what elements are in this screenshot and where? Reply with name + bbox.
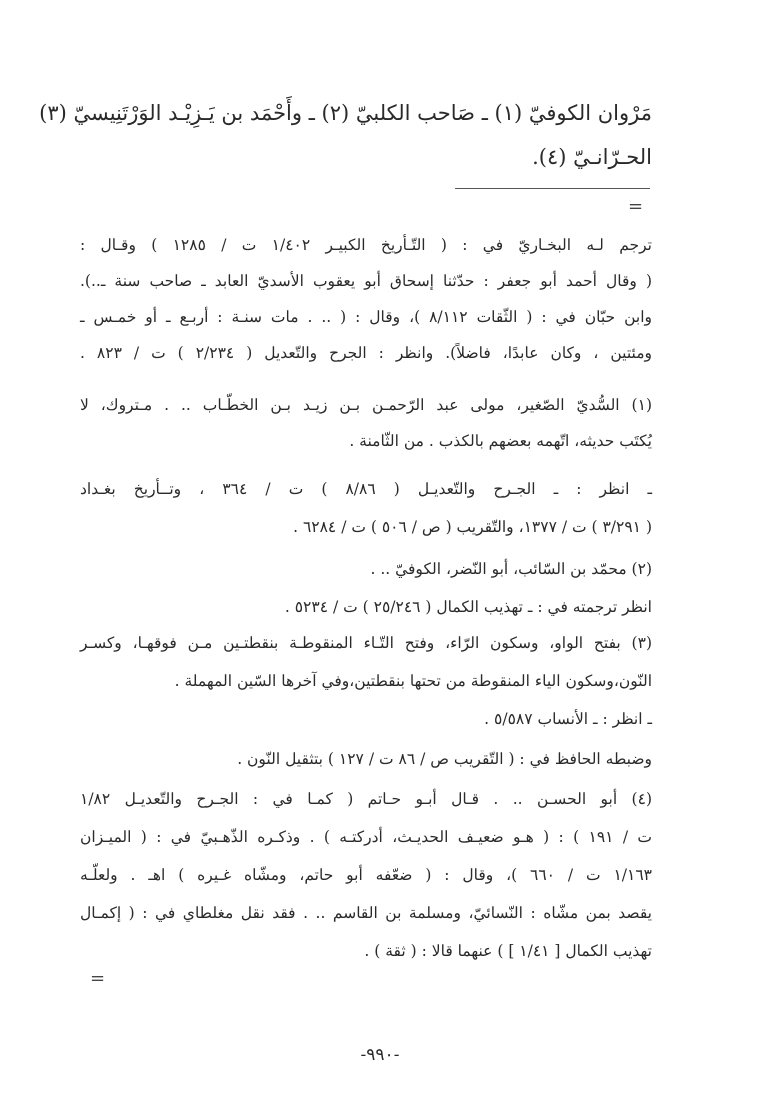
footnote-1-line-3: ـ انظر : ـ الجـرح والتّعديـل ( ٨/٨٦ ) ت / ٣٦٤ ، وتــأريخ بغـداد [80,480,652,498]
footnote-4-line-2: ت / ١٩١ ) : ( هـو ضعيـف الحديـث، أدركتـه ) . وذكـره الذّهـبيّ في : ( الميـزان [80,828,652,846]
footnote-3-line-2: النّون،وسكون الياء المنقوطة من تحتها بنقطتين،وفي آخرها السّين المهملة . [174,672,652,690]
note-0-line-1: ترجم لـه البخـاريّ في : ( التّـأريخ الكبيـر ١/٤٠٢ ت / ١٢٨٥ ) وقـال : [80,236,652,254]
footnote-3-line-3: ـ انظر : ـ الأنساب ٥/٥٨٧ . [484,710,652,728]
footnote-4-line-5: تهذيب الكمال [ ١/٤١ ] ) عنهما قالا : ( ثقة ) . [364,942,652,960]
footnote-3-line-1: (٣) بفتح الواو، وسكون الرّاء، وفتح التّـاء المنقوطـة بنقطتـين مـن فوقهـا، وكسـر [80,634,652,652]
footnote-1-line-2: يُكتَب حديثه، اتّهمه بعضهم بالكذب . من الثّامنة . [349,432,652,450]
page-number: -٩٩٠- [360,1045,400,1065]
note-0-line-2: ( وقال أحمد أبو جعفر : حدّثنا إسحاق أبو يعقوب الأسديّ العابد ـ صاحب سنة ـ..). [80,272,652,290]
continuation-mark: = [628,196,644,217]
note-0-line-3: وابن حبّان في : ( الثّقات ٨/١١٢ )، وقال : ( .. . مات سنـة : أربـع ـ أو خمـس ـ [80,308,652,326]
footnote-1-line-4: ( ٣/٢٩١ ) ت / ١٣٧٧، والتّقريب ( ص / ٥٠٦ ) ت / ٦٢٨٤ . [293,518,652,536]
footnote-4-line-1: (٤) أبو الحسـن .. . قـال أبـو حـاتم ( كمـا في : الجـرح والتّعديـل ١/٨٢ [80,790,652,808]
footnote-2-line-2: انظر ترجمته في : ـ تهذيب الكمال ( ٢٥/٢٤٦ ) ت / ٥٢٣٤ . [284,598,652,616]
main-text-line-1: مَرْوان الكوفيّ (١) ـ صَاحب الكلبيّ (٢) ـ وأَحْمَد بن يَـزِيْـد الوَرْتَنِيسيّ (٣) [39,101,652,125]
footnote-3-line-4: وضبطه الحافظ في : ( التّقريب ص / ٨٦ ت / ١٢٧ ) بتثقيل النّون . [237,750,652,768]
footnote-4-line-4: يقصد بمن مشّاه : النّسائيّ، ومسلمة بن القاسم .. . فقد نقل مغلطاي في : ( إكمـال [80,904,652,922]
footnote-2-line-1: (٢) محمّد بن السّائب، أبو النّضر، الكوفيّ .. . [370,560,652,578]
footnote-separator [455,188,650,189]
end-continuation-mark: = [90,968,106,989]
note-0-line-4: ومئتين ، وكان عابدًا، فاضلاً). وانظر : الجرح والتّعديل ( ٢/٢٣٤ ) ت / ٨٢٣ . [80,344,652,362]
footnote-1-line-1: (١) السُّديّ الصّغير، مولى عبد الرّحمـن بـن زيـد بـن الخطّـاب .. . مـتروك، لا [80,396,652,414]
footnote-4-line-3: ١/١٦٣ ت / ٦٦٠ )، وقال : ( ضعّفه أبو حاتم، ومشّاه غـيره ) اهـ . ولعلّـه [80,866,652,884]
main-text-line-2: الحـرّانـيّ (٤). [532,145,652,169]
